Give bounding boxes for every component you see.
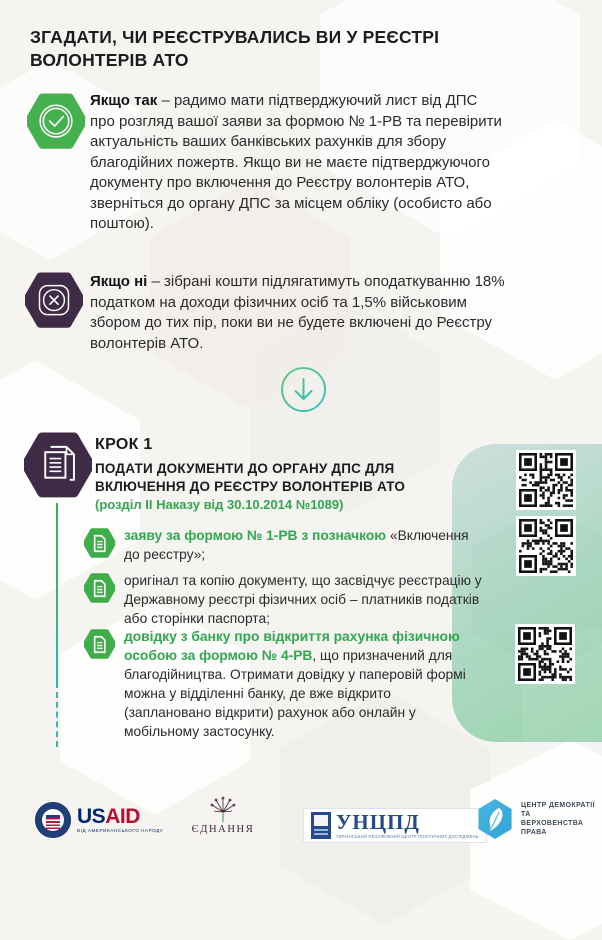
document-bullet-icon (84, 572, 115, 610)
list-item (124, 526, 476, 564)
step1-subtitle: ПОДАТИ ДОКУМЕНТИ ДО ОРГАНУ ДПС ДЛЯ ВКЛЮЧЕННЯ ДО РЕЄСТРУ ВОЛОНТЕРІВ АТО (95, 461, 406, 494)
section-yes-body: – радимо мати підтверджуючий лист від ДПС про розгляд вашої заяви за формою № 1-РВ та перевірити актуальність ваших банківських рахунків для збору благодійних пожертв. Якщо ви не маєте підтверджуючого документу про включення до Реєстру волонтерів АТО, зверніться до органу ДПС за місцем обліку (особисто або поштою). (90, 92, 502, 232)
uncpd-subtitle: УКРАЇНСЬКИЙ НЕЗАЛЕЖНИЙ ЦЕНТР ПОЛІТИЧНИХ ДОСЛІДЖЕНЬ (336, 834, 479, 839)
ednannia-wordmark: ЄДНАННЯ (191, 824, 255, 835)
document-bullet-icon (84, 527, 115, 565)
step-connector-line (56, 503, 58, 688)
usaid-tagline: ВІД АМЕРИКАНСЬКОГО НАРОДУ (77, 828, 164, 833)
check-hexagon-icon (27, 91, 85, 158)
usaid-wordmark: USAID (77, 805, 140, 828)
usaid-emblem-icon (35, 802, 71, 838)
page-title: ЗГАДАТИ, ЧИ РЕЄСТРУВАЛИСЬ ВИ У РЕЄСТРІ ВОЛОНТЕРІВ АТО (30, 27, 440, 70)
arrow-down-icon (280, 366, 327, 418)
step-connector-line-dashed (56, 692, 58, 747)
section-no-text (90, 272, 514, 354)
section-no-body: – зібрані кошти підлягатимуть оподаткуванню 18% податком на доходи фізичних осіб та 1,5% військовим збором до тих пір, поки ви не будете включені до Реєстру волонтерів АТО. (90, 273, 505, 352)
step1-title: КРОК 1 (95, 436, 153, 453)
item3-highlight: довідку з банку про відкриття рахунка фізичною особою за формою № 4-РВ (124, 629, 460, 663)
uncpd-wordmark: УНЦПД (336, 810, 420, 834)
cedem-wordmark: ЦЕНТР ДЕМОКРАТІЇ ТА ВЕРХОВЕНСТВА ПРАВА (521, 802, 595, 836)
item2-rest: оригінал та копію документу, що засвідчує реєстрацію у Державному реєстрі фізичних осіб – платників податків або сторінки паспорта; (124, 573, 482, 626)
section-no-lead: Якщо ні (90, 273, 148, 290)
document-bullet-icon (84, 628, 115, 666)
item1-highlight: заяву за формою № 1-РВ з позначкою (124, 528, 390, 543)
section-yes-lead: Якщо так (90, 92, 158, 109)
step1-reference: (розділ ІІ Наказу від 30.10.2014 №1089) (95, 497, 344, 512)
uncpd-emblem-icon (311, 812, 331, 839)
item1-rest: «Включення до реєстру»; (124, 528, 469, 562)
ednannia-logo (190, 794, 256, 835)
qr-code (516, 450, 576, 510)
cedem-logo (477, 799, 602, 839)
usaid-logo (35, 802, 163, 838)
qr-code (516, 516, 576, 576)
list-item (124, 571, 486, 628)
qr-code (515, 624, 575, 684)
feather-hexagon-icon (477, 799, 513, 839)
uncpd-logo (303, 808, 487, 843)
list-item (124, 627, 474, 741)
dandelion-icon (209, 794, 237, 824)
documents-hexagon-icon (24, 429, 92, 508)
item3-rest: , що призначений для благодійництва. Отримати довідку у паперовій формі можна у відділенні банку, де вже відкрито (заплановано відкрити) рахунок або онлайн у мобільному застосунку. (124, 648, 466, 739)
cross-hexagon-icon (25, 270, 83, 337)
section-yes-text (90, 91, 504, 235)
